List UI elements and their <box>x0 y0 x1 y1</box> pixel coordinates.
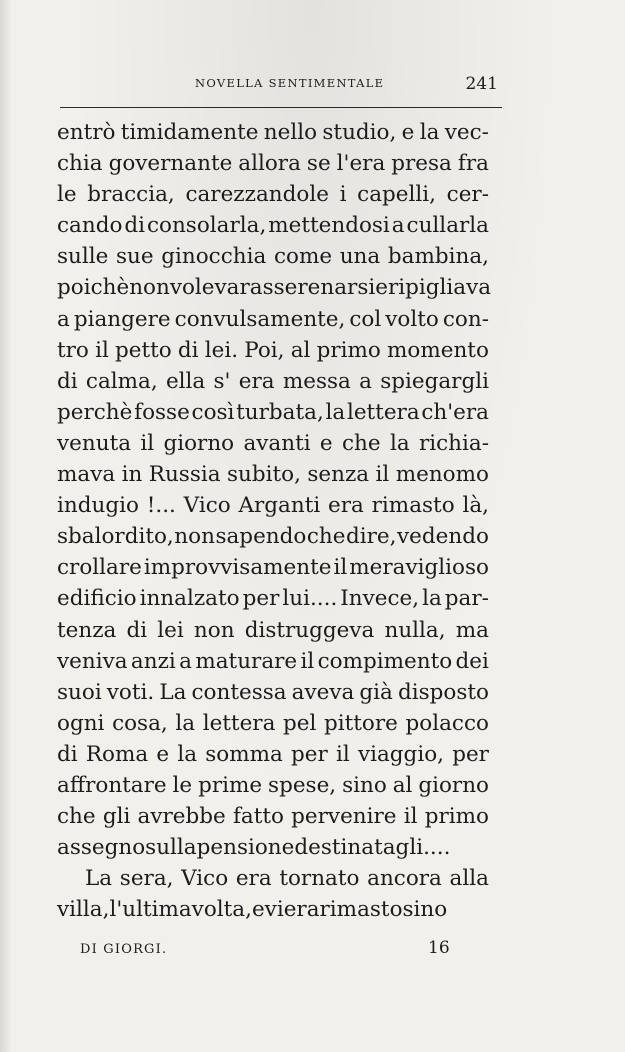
word: che <box>341 430 381 456</box>
word: tro <box>57 337 89 363</box>
word: al <box>392 772 413 798</box>
word: col <box>349 306 382 332</box>
word: anzi <box>130 648 176 674</box>
word: cosa, <box>112 710 168 736</box>
word: vec- <box>444 120 489 145</box>
word: là, <box>462 493 489 519</box>
word: allora <box>238 151 301 177</box>
word: lei. <box>204 337 239 363</box>
word: con- <box>442 306 489 332</box>
word: pervenire <box>291 804 397 830</box>
footer <box>60 938 460 964</box>
word: convulsamente, <box>174 306 346 332</box>
word: il <box>333 555 348 581</box>
word: lettera <box>202 710 276 736</box>
word: Russia <box>148 462 221 488</box>
word: meraviglioso <box>349 555 489 581</box>
text-line <box>57 397 489 428</box>
word: di <box>57 368 78 394</box>
word: avanti <box>243 430 311 456</box>
word: rimasto <box>319 897 403 923</box>
word: pel <box>283 710 317 736</box>
word: sino <box>402 897 448 923</box>
word: lettera <box>346 399 420 425</box>
word: vi <box>264 897 284 923</box>
word: in <box>121 462 143 488</box>
word: ch'era <box>421 399 489 425</box>
word: !... <box>146 493 176 519</box>
word: governante <box>108 151 233 177</box>
word: cando <box>57 213 123 239</box>
word: disposto <box>397 679 489 705</box>
word: carezzandole <box>185 182 329 208</box>
word: era <box>235 866 272 892</box>
word: piangere <box>73 306 171 332</box>
word: lui.... <box>282 586 338 612</box>
word: timidamente <box>120 120 259 145</box>
text-line <box>57 521 489 552</box>
page-number: 241 <box>465 74 498 94</box>
word: fosse <box>134 399 190 425</box>
word: fatto <box>232 804 284 830</box>
text-line <box>57 272 492 303</box>
word: chia <box>57 151 103 177</box>
word: mava <box>57 462 116 488</box>
word: giorno <box>418 772 489 798</box>
word: improvvisamente <box>143 555 332 581</box>
word: edificio <box>57 586 137 612</box>
word: contessa <box>191 679 287 705</box>
word: spese, <box>268 772 337 798</box>
word: che <box>306 524 346 550</box>
word: ogni <box>57 710 105 736</box>
word: nulla, <box>384 617 446 643</box>
text-line <box>57 241 489 272</box>
word: se <box>306 151 331 177</box>
word: così <box>191 399 235 425</box>
word: non <box>193 617 235 643</box>
word: ginocchia <box>161 244 267 270</box>
word: destinatagli.... <box>294 835 451 861</box>
word: assegno <box>57 835 146 861</box>
word: Roma <box>85 741 149 767</box>
word: il <box>300 648 315 674</box>
word: era <box>283 897 320 923</box>
text-line <box>57 117 489 148</box>
word: al <box>290 337 311 363</box>
word: i <box>339 182 347 208</box>
text-line <box>57 304 489 335</box>
word: pensione <box>196 835 295 861</box>
text-line <box>57 366 489 397</box>
word: maturare <box>195 648 298 674</box>
text-line <box>57 801 489 832</box>
word: crollare <box>57 555 142 581</box>
word: sulla <box>145 835 197 861</box>
word: l'ultima <box>109 897 192 923</box>
word: sapendo <box>215 524 307 550</box>
word: La <box>159 679 187 705</box>
word: bambina, <box>387 244 489 270</box>
text-line <box>57 459 489 490</box>
word: prime <box>198 772 263 798</box>
word: già <box>359 679 393 705</box>
word: non <box>174 524 215 550</box>
word: lei <box>157 617 184 643</box>
word: di <box>124 213 146 239</box>
word: ella <box>165 368 206 394</box>
word: somma <box>205 741 283 767</box>
word: villa, <box>57 897 110 923</box>
word: e <box>375 275 388 301</box>
word: era <box>238 368 275 394</box>
text-line <box>57 677 489 708</box>
word: la <box>175 710 196 736</box>
word: era <box>328 493 364 519</box>
word: voti. <box>106 679 155 705</box>
word: momento <box>387 337 489 363</box>
word: Poi, <box>244 337 285 363</box>
text-line <box>57 863 489 894</box>
word: subito, <box>226 462 301 488</box>
word: s' <box>213 368 231 394</box>
word: dei <box>455 648 489 674</box>
word: rasserenarsi <box>239 275 376 301</box>
word: studio, <box>322 120 397 145</box>
word: braccia, <box>87 182 175 208</box>
word: Arganti <box>238 493 321 519</box>
word: veniva <box>57 648 128 674</box>
text-line <box>57 210 489 241</box>
word: la <box>422 586 442 612</box>
word: rimasto <box>371 493 455 519</box>
text-line <box>57 615 489 646</box>
word: nello <box>263 120 318 145</box>
word: compimento <box>317 648 453 674</box>
word: polacco <box>405 710 489 736</box>
word: sera, <box>119 866 174 892</box>
word: a <box>391 213 405 239</box>
word: cer- <box>446 182 489 208</box>
word: gli <box>102 804 131 830</box>
word: menomo <box>395 462 489 488</box>
word: e <box>319 430 333 456</box>
word: mettendosi <box>268 213 390 239</box>
word: avrebbe <box>137 804 226 830</box>
word: perchè <box>57 399 133 425</box>
word: a <box>179 648 192 674</box>
word: a <box>57 306 70 332</box>
word: aveva <box>291 679 355 705</box>
word: par- <box>444 586 489 612</box>
word: senza <box>307 462 370 488</box>
text-line <box>57 179 489 210</box>
word: di <box>126 617 148 643</box>
word: tenza <box>57 617 117 643</box>
word: presa <box>391 151 452 177</box>
word: indugio <box>57 493 139 519</box>
word: per <box>452 741 489 767</box>
word: consolarla, <box>146 213 267 239</box>
text-line <box>57 335 489 366</box>
text-line <box>57 490 489 521</box>
word: che <box>57 804 96 830</box>
word: poichè <box>57 275 130 301</box>
text-line <box>57 148 489 179</box>
word: vedendo <box>397 524 489 550</box>
word: primo <box>424 804 489 830</box>
text-line <box>57 583 489 614</box>
text-line <box>57 832 489 863</box>
word: a <box>359 368 372 394</box>
word: cullarla <box>406 213 489 239</box>
signature-number: 16 <box>428 938 450 958</box>
word: pittore <box>324 710 398 736</box>
word: messa <box>282 368 351 394</box>
word: non <box>129 275 170 301</box>
word: volto <box>385 306 439 332</box>
word: sino <box>342 772 387 798</box>
word: le <box>172 772 193 798</box>
printer-signature: DI GIORGI. <box>80 942 168 957</box>
word: venuta <box>57 430 132 456</box>
text-line <box>57 894 489 925</box>
word: turbata, <box>236 399 324 425</box>
word: il <box>403 804 418 830</box>
word: per <box>242 586 280 612</box>
word: la <box>325 399 346 425</box>
word: innalzato <box>139 586 240 612</box>
word: il <box>375 462 390 488</box>
word: le <box>57 182 77 208</box>
word: voleva <box>169 275 240 301</box>
word: ripigliava <box>387 275 492 301</box>
word: una <box>339 244 381 270</box>
word: primo <box>316 337 381 363</box>
word: affrontare <box>57 772 167 798</box>
word: l'era <box>336 151 386 177</box>
running-title: NOVELLA SENTIMENTALE <box>195 76 385 90</box>
word: alla <box>449 866 489 892</box>
word: La <box>85 866 113 892</box>
word: calma, <box>85 368 158 394</box>
word: distruggeva <box>244 617 375 643</box>
word: Vico <box>181 866 229 892</box>
word: volta, <box>191 897 252 923</box>
header-rule <box>60 107 502 108</box>
word: spiegargli <box>380 368 489 394</box>
text-line <box>57 708 489 739</box>
word: il <box>335 741 350 767</box>
word: petto <box>115 337 172 363</box>
text-line <box>57 428 489 459</box>
text-line <box>57 739 489 770</box>
word: fra <box>457 151 489 177</box>
word: la <box>389 430 410 456</box>
word: la <box>177 741 198 767</box>
word: entrò <box>57 120 116 145</box>
word: Invece, <box>340 586 420 612</box>
word: e <box>156 741 170 767</box>
word: viaggio, <box>357 741 444 767</box>
word: il <box>95 337 109 363</box>
word: la <box>419 120 440 145</box>
word: sbalordito, <box>57 524 174 550</box>
text-line <box>57 552 489 583</box>
word: di <box>177 337 199 363</box>
word: Vico <box>183 493 231 519</box>
word: il <box>140 430 155 456</box>
word: sulle <box>57 244 109 270</box>
word: e <box>251 897 265 923</box>
word: richia- <box>418 430 489 456</box>
word: sue <box>116 244 154 270</box>
word: giorno <box>163 430 235 456</box>
text-line <box>57 646 489 677</box>
word: ancora <box>367 866 442 892</box>
text-line <box>57 770 489 801</box>
word: di <box>57 741 78 767</box>
running-head <box>60 74 500 98</box>
word: capelli, <box>357 182 436 208</box>
word: e <box>401 120 415 145</box>
word: come <box>273 244 333 270</box>
word: tornato <box>279 866 360 892</box>
word: dire, <box>346 524 397 550</box>
word: per <box>291 741 328 767</box>
word: ma <box>455 617 489 643</box>
body-text <box>57 117 492 925</box>
word: suoi <box>57 679 102 705</box>
